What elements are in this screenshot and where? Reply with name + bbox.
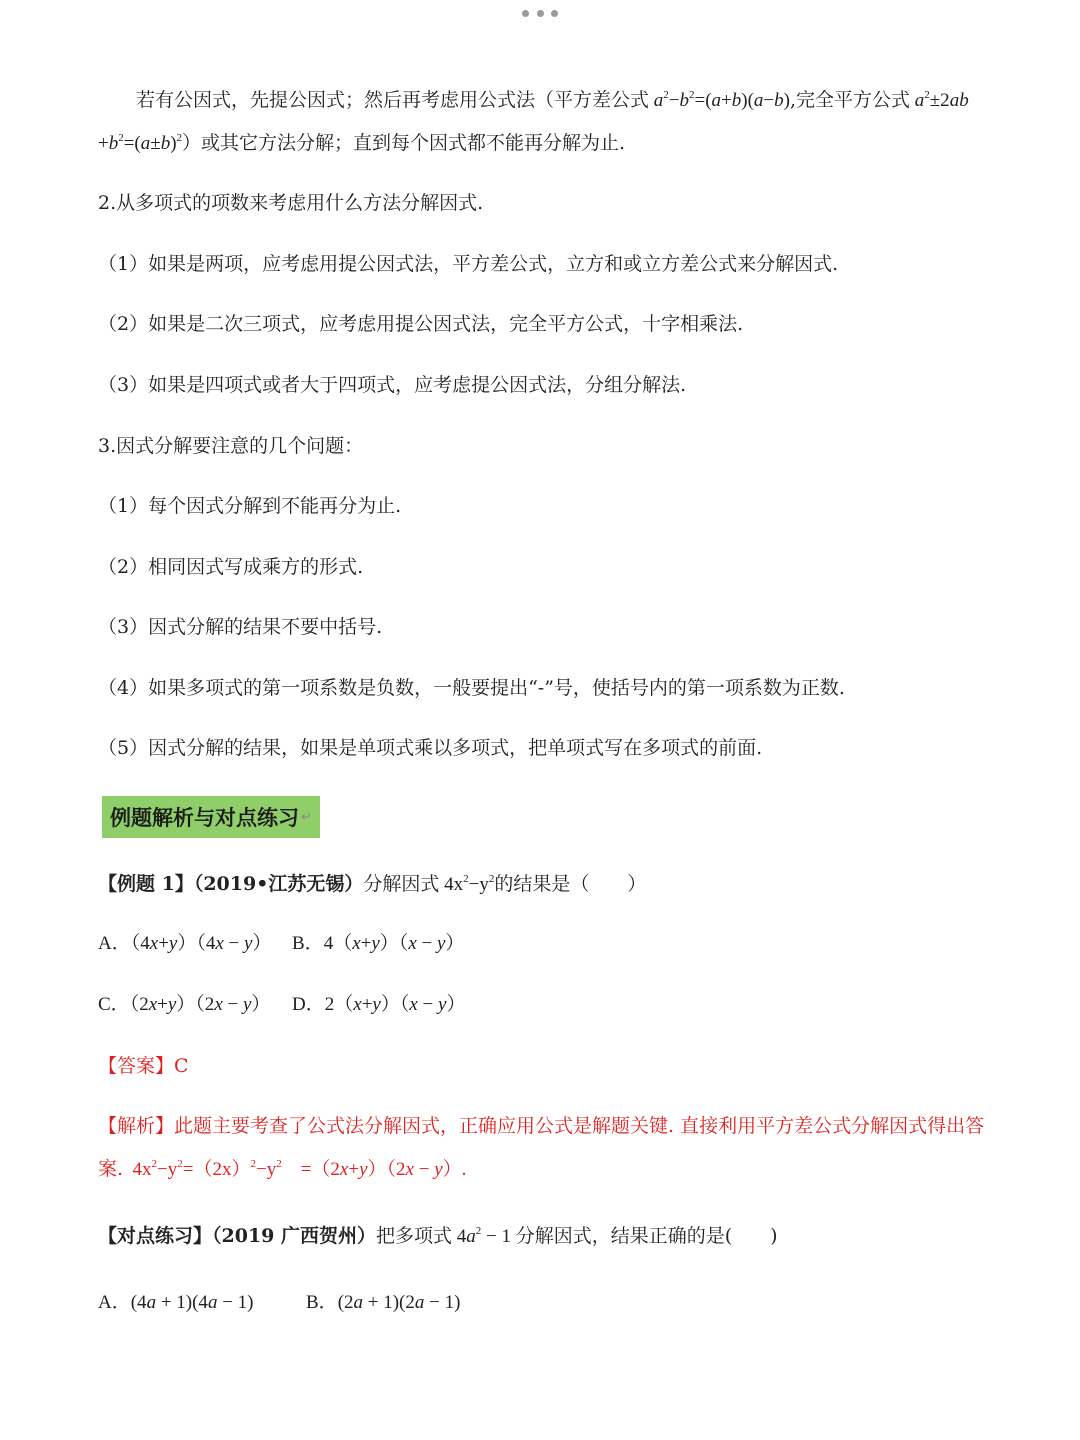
section-2-title: 2.从多项式的项数来考虑用什么方法分解因式. [98, 192, 484, 214]
return-mark-icon: ↵ [301, 809, 312, 825]
paragraph-1-line-1: 若有公因式，先提公因式；然后再考虑用公式法（平方差公式 $a^2-b^2=(a+b)(a-b)$,完全平方公式 $a^2\pm 2ab$ [136, 89, 969, 111]
analysis-line-2: 案. $4x^2-y^2=(2x)^2-y^2$ =（2x+y）（2x − y）. [98, 1158, 467, 1180]
section-2-item-3: （3）如果是四项式或者大于四项式，应考虑提公因式法，分组分解法. [98, 374, 687, 396]
option-a: A．（4x+y）（4x − y） [98, 933, 272, 954]
perfect-square-formula-part1: $a^2\pm 2ab$ [914, 89, 969, 111]
example-1-question: 【例题 1】（2019•江苏无锡）分解因式 $4x^2-y^2$的结果是（ ） [98, 873, 647, 895]
paragraph-1-line-2: $+b^2=(a\pm b)^2$）或其它方法分解；直到每个因式都不能再分解为止. [98, 132, 626, 154]
section-2-item-2: （2）如果是二次三项式，应考虑用提公因式法，完全平方公式，十字相乘法. [98, 313, 744, 335]
practice-option-b: B．(2a + 1)(2a − 1) [306, 1292, 461, 1313]
perfect-square-formula-part2: $+b^2=(a\pm b)^2$ [98, 132, 183, 154]
section-3-item-2: （2）相同因式写成乘方的形式. [98, 556, 364, 578]
section-3-item-4: （4）如果多项式的第一项系数是负数，一般要提出“-”号，使括号内的第一项系数为正数. [98, 677, 845, 699]
section-3-title: 3.因式分解要注意的几个问题： [98, 435, 364, 457]
option-d: D．2（x+y）（x − y） [292, 994, 466, 1015]
option-b: B．4（x+y）（x − y） [292, 933, 465, 954]
section-3-item-5: （5）因式分解的结果，如果是单项式乘以多项式，把单项式写在多项式的前面. [98, 737, 763, 759]
more-options-icon[interactable] [522, 8, 558, 18]
analysis-line-1: 【解析】此题主要考查了公式法分解因式，正确应用公式是解题关键. 直接利用平方差公式分解因式得出答 [98, 1115, 985, 1137]
practice-option-a: A．(4a + 1)(4a − 1) [98, 1292, 254, 1313]
section-heading: 例题解析与对点练习 ↵ [102, 796, 320, 838]
section-2-item-1: （1）如果是两项，应考虑用提公因式法，平方差公式，立方和或立方差公式来分解因式. [98, 253, 839, 275]
section-3-item-1: （1）每个因式分解到不能再分为止. [98, 495, 402, 517]
answer: 【答案】C [98, 1055, 189, 1077]
section-3-item-3: （3）因式分解的结果不要中括号. [98, 616, 383, 638]
analysis-formula: $4x^2-y^2=(2x)^2-y^2$ =（2x+y）（2x − y）. [123, 1158, 467, 1180]
practice-question: 【对点练习】（2019 广西贺州）把多项式 $4a^2 - 1$ 分解因式，结果正确的是( ) [98, 1225, 778, 1247]
option-c: C．（2x+y）（2x − y） [98, 994, 271, 1015]
difference-of-squares-formula: $a^2-b^2=(a+b)(a-b)$ [653, 89, 790, 111]
